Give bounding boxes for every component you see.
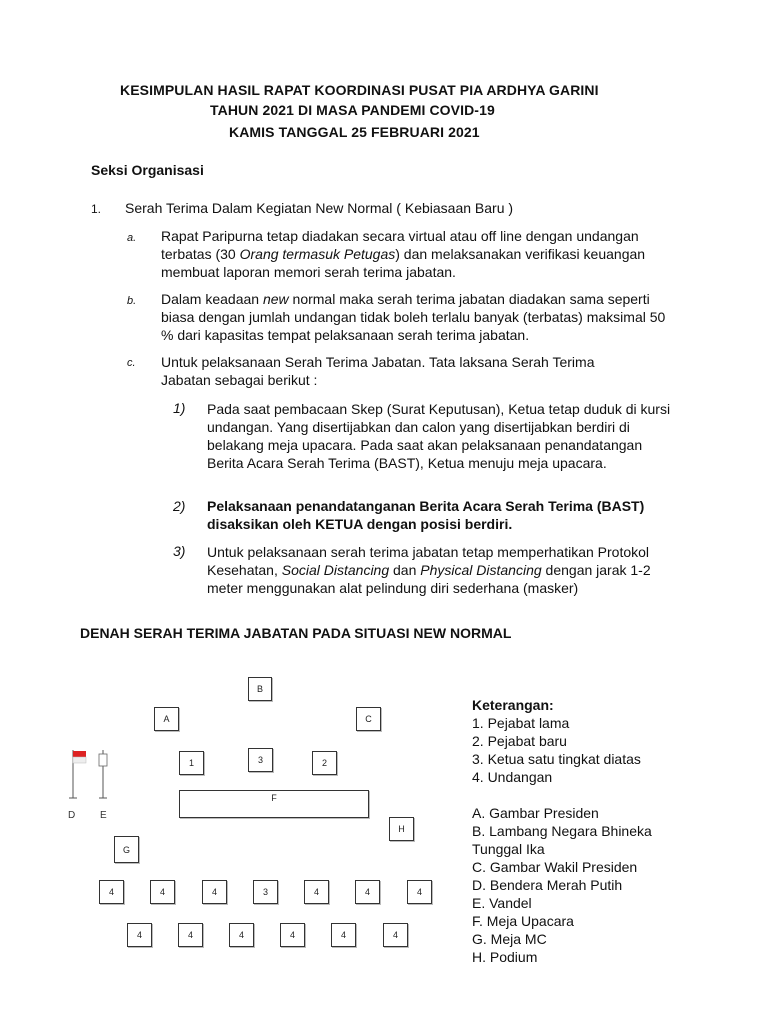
sub-c-paragraph: Untuk pelaksanaan Serah Terima Jabatan. Tata laksana Serah Terima Jabatan sebagai berikut : (161, 354, 595, 388)
seat-row1-6: 4 (355, 880, 380, 904)
box-a: A (154, 707, 179, 731)
title-line-1: KESIMPULAN HASIL RAPAT KOORDINASI PUSAT PIA ARDHYA GARINI (120, 82, 599, 98)
section-title: Seksi Organisasi (91, 162, 204, 178)
legend (472, 696, 652, 966)
seat-row1-5: 4 (304, 880, 329, 904)
seat-row2-3: 4 (229, 923, 254, 947)
step-1-paragraph: Pada saat pembacaan Skep (Surat Keputusan), Ketua tetap duduk di kursi undangan. Yang disertijabkan dan calon yang disertijabkan berdiri di belakang meja upacara. Pada saat akan pelaksanaan penandatangan Berita Acara Serah Terima (BAST), Ketua menuju meja upacara. (207, 401, 671, 471)
sub-c-marker: c. (127, 357, 136, 369)
legend-item: 1. Pejabat lama (472, 715, 570, 731)
label-e: E (100, 810, 107, 821)
seat-row1-7: 4 (407, 880, 432, 904)
step-2-marker: 2) (173, 498, 186, 514)
sub-a-marker: a. (127, 232, 137, 244)
seat-row2-6: 4 (383, 923, 408, 947)
legend-title: Keterangan: (472, 697, 554, 713)
legend-item: F. Meja Upacara (472, 913, 574, 929)
seat-row2-2: 4 (178, 923, 203, 947)
legend-item: Tunggal Ika (472, 841, 545, 857)
legend-item: E. Vandel (472, 895, 532, 911)
step-3-marker: 3) (173, 543, 186, 559)
seat-row1-4: 3 (253, 880, 278, 904)
seat-row2-4: 4 (280, 923, 305, 947)
legend-item: 3. Ketua satu tingkat diatas (472, 751, 641, 767)
item-heading: Serah Terima Dalam Kegiatan New Normal ( Kebiasaan Baru ) (125, 200, 514, 216)
box-g: G (114, 836, 139, 863)
legend-item: B. Lambang Negara Bhineka (472, 823, 652, 839)
box-c: C (356, 707, 381, 731)
step-2-paragraph: Pelaksanaan penandatanganan Berita Acara Serah Terima (BAST) disaksikan oleh KETUA dengan posisi berdiri. (207, 498, 645, 532)
legend-item: G. Meja MC (472, 931, 547, 947)
denah-title: DENAH SERAH TERIMA JABATAN PADA SITUASI NEW NORMAL (80, 625, 512, 641)
seat-row2-5: 4 (331, 923, 356, 947)
box-f-table: F (179, 790, 369, 818)
seat-row1-2: 4 (150, 880, 175, 904)
seat-row2-1: 4 (127, 923, 152, 947)
box-2: 2 (312, 751, 337, 775)
flag-icon (64, 746, 114, 802)
label-d: D (68, 810, 76, 821)
box-1: 1 (179, 751, 204, 775)
legend-item: A. Gambar Presiden (472, 805, 599, 821)
title-line-3: KAMIS TANGGAL 25 FEBRUARI 2021 (229, 124, 480, 140)
legend-item: C. Gambar Wakil Presiden (472, 859, 638, 875)
item-number: 1. (91, 202, 102, 216)
floor-plan-diagram (64, 662, 445, 1024)
seat-row1-1: 4 (99, 880, 124, 904)
box-b: B (248, 677, 272, 701)
sub-b-paragraph: Dalam keadaan new normal maka serah terima jabatan diadakan sama seperti biasa dengan jumlah undangan tidak boleh terlalu banyak (terbatas) maksimal 50 % dari kapasitas tempat pelaksanaan serah terima jabatan. (161, 291, 666, 343)
box-3: 3 (248, 748, 273, 772)
seat-row1-3: 4 (202, 880, 227, 904)
legend-item: D. Bendera Merah Putih (472, 877, 623, 893)
legend-item: H. Podium (472, 949, 538, 965)
step-1-marker: 1) (173, 400, 186, 416)
legend-item: 2. Pejabat baru (472, 733, 567, 749)
legend-item: 4. Undangan (472, 769, 553, 785)
title-line-2: TAHUN 2021 DI MASA PANDEMI COVID-19 (210, 102, 495, 118)
box-h: H (389, 817, 414, 841)
step-3-paragraph: Untuk pelaksanaan serah terima jabatan tetap memperhatikan Protokol Kesehatan, Social Distancing dan Physical Distancing dengan jarak 1-2 meter menggunakan alat pelindung diri sederhana (masker) (207, 544, 651, 596)
sub-b-marker: b. (127, 295, 137, 307)
sub-a-paragraph: Rapat Paripurna tetap diadakan secara virtual atau off line dengan undangan terbatas (30 Orang termasuk Petugas) dan melaksanakan verifikasi keuangan membuat laporan memori serah terima jabatan. (161, 228, 646, 280)
